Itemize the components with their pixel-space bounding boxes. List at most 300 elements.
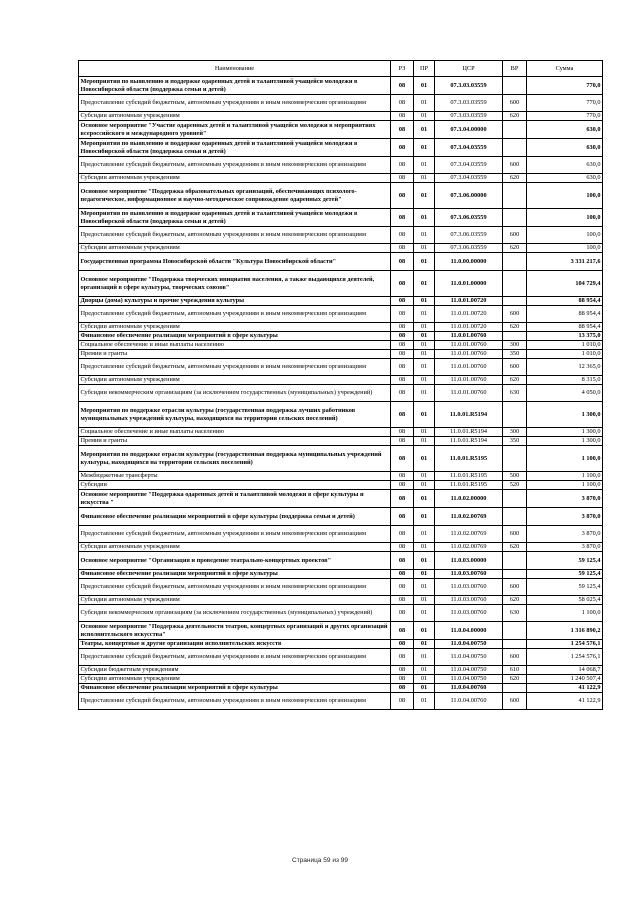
cell-vr [503,552,527,570]
cell-rz: 08 [391,481,414,490]
cell-name: Субсидии автономным учреждениям [79,244,391,253]
cell-csr: 11.0.04.00760 [435,684,503,693]
cell-vr [503,402,527,428]
cell-csr: 11.0.02.00769 [435,543,503,552]
cell-name: Финансовое обеспечение реализации мероприятий в сфере культуры [79,684,391,693]
cell-vr [503,121,527,139]
cell-pr: 01 [414,437,435,446]
cell-csr: 11.0.01.R5195 [435,481,503,490]
cell-vr: 600 [503,693,527,710]
cell-csr: 11.0.01.R5194 [435,428,503,437]
cell-rz: 08 [391,508,414,526]
cell-name: Основное мероприятие "Организация и проведение театрально-концертных проектов" [79,552,391,570]
table-row [79,323,603,332]
cell-sum: 1 254 576,1 [527,640,603,649]
table-row [79,570,603,579]
cell-name: Основное мероприятие "Участие одаренных детей и талантливой учащейся молодежи в мероприятиях всероссийского и международного уровней" [79,121,391,139]
cell-name: Предоставление субсидий бюджетным, автономным учреждениям и иным некоммерческим организациям [79,157,391,174]
cell-sum: 630,0 [527,139,603,157]
cell-pr: 01 [414,472,435,481]
cell-pr: 01 [414,508,435,526]
cell-name: Предоставление субсидий бюджетным, автономным учреждениям и иным некоммерческим организациям [79,649,391,666]
cell-vr: 500 [503,472,527,481]
cell-pr: 01 [414,209,435,227]
cell-rz: 08 [391,666,414,675]
cell-rz: 08 [391,174,414,183]
cell-csr: 11.0.03.00760 [435,605,503,622]
cell-csr: 11.0.01.00760 [435,350,503,359]
cell-name: Субсидии некоммерческим организациям (за исключением государственных (муниципальных) учреждений) [79,605,391,622]
table-row [79,306,603,323]
table-row [79,350,603,359]
header-rz: РЗ [391,61,414,77]
cell-pr: 01 [414,402,435,428]
cell-sum: 3 870,0 [527,526,603,543]
cell-rz: 08 [391,385,414,402]
cell-name: Основное мероприятие "Поддержка образовательных организаций, обеспечивающих психолого-педагогическое, информационное и научно-методическое сопровождение одаренных детей" [79,183,391,209]
cell-pr: 01 [414,139,435,157]
cell-pr: 01 [414,323,435,332]
cell-name: Основное мероприятие "Поддержка деятельности театров, концертных организаций и других организаций исполнительского искусства" [79,622,391,640]
cell-sum: 13 375,0 [527,332,603,341]
cell-sum: 1 300,0 [527,428,603,437]
cell-vr: 620 [503,675,527,684]
cell-csr: 11.0.03.00760 [435,579,503,596]
cell-rz: 08 [391,693,414,710]
cell-csr: 11.0.01.R5194 [435,437,503,446]
cell-csr: 07.3.04.03559 [435,174,503,183]
cell-pr: 01 [414,640,435,649]
cell-sum: 1 010,0 [527,341,603,350]
table-row [79,490,603,508]
cell-sum: 1 316 890,2 [527,622,603,640]
cell-rz: 08 [391,341,414,350]
cell-vr: 620 [503,323,527,332]
cell-sum: 58 025,4 [527,596,603,605]
cell-pr: 01 [414,490,435,508]
cell-rz: 08 [391,596,414,605]
cell-pr: 01 [414,481,435,490]
cell-pr: 01 [414,174,435,183]
cell-vr: 520 [503,481,527,490]
cell-sum: 1 254 576,1 [527,649,603,666]
cell-pr: 01 [414,112,435,121]
cell-rz: 08 [391,112,414,121]
table-row [79,121,603,139]
table-row [79,649,603,666]
cell-pr: 01 [414,666,435,675]
cell-pr: 01 [414,306,435,323]
cell-pr: 01 [414,253,435,271]
table-row [79,481,603,490]
cell-name: Мероприятия по поддержке отрасли культуры (государственная поддержка муниципальных учреждений культуры, находящихся на территории сельских поселений) [79,446,391,472]
cell-vr [503,622,527,640]
cell-pr: 01 [414,297,435,306]
cell-rz: 08 [391,332,414,341]
table-row [79,139,603,157]
cell-vr: 620 [503,174,527,183]
cell-sum: 1 100,0 [527,481,603,490]
cell-rz: 08 [391,253,414,271]
cell-rz: 08 [391,244,414,253]
cell-rz: 08 [391,359,414,376]
cell-rz: 08 [391,490,414,508]
cell-rz: 08 [391,157,414,174]
cell-name: Премии и гранты [79,350,391,359]
cell-pr: 01 [414,332,435,341]
cell-rz: 08 [391,570,414,579]
cell-csr: 11.0.01.00760 [435,359,503,376]
table-row [79,508,603,526]
table-row [79,157,603,174]
cell-rz: 08 [391,323,414,332]
cell-sum: 100,0 [527,244,603,253]
table-row [79,244,603,253]
cell-csr: 11.0.04.00760 [435,693,503,710]
cell-name: Предоставление субсидий бюджетным, автономным учреждениям и иным некоммерческим организациям [79,95,391,112]
table-row [79,543,603,552]
cell-pr: 01 [414,570,435,579]
cell-name: Государственная программа Новосибирской области "Культура Новосибирской области" [79,253,391,271]
cell-vr: 610 [503,666,527,675]
cell-csr: 11.0.04.00750 [435,649,503,666]
table-row [79,77,603,95]
cell-sum: 3 870,0 [527,543,603,552]
table-row [79,666,603,675]
cell-csr: 11.0.01.00720 [435,323,503,332]
cell-name: Субсидии автономным учреждениям [79,112,391,121]
cell-vr: 620 [503,596,527,605]
cell-rz: 08 [391,227,414,244]
cell-name: Субсидии автономным учреждениям [79,323,391,332]
cell-rz: 08 [391,640,414,649]
cell-name: Предоставление субсидий бюджетным, автономным учреждениям и иным некоммерческим организациям [79,693,391,710]
table-row [79,526,603,543]
table-row [79,402,603,428]
cell-csr: 11.0.01.R5194 [435,402,503,428]
cell-vr: 600 [503,95,527,112]
cell-csr: 11.0.01.R5195 [435,472,503,481]
cell-sum: 630,0 [527,174,603,183]
cell-vr: 600 [503,227,527,244]
cell-pr: 01 [414,579,435,596]
cell-sum: 88 954,4 [527,306,603,323]
cell-name: Субсидии [79,481,391,490]
cell-name: Субсидии некоммерческим организациям (за исключением государственных (муниципальных) учреждений) [79,385,391,402]
cell-vr [503,297,527,306]
cell-vr [503,183,527,209]
cell-sum: 1 010,0 [527,350,603,359]
cell-rz: 08 [391,579,414,596]
cell-name: Предоставление субсидий бюджетным, автономным учреждениям и иным некоммерческим организациям [79,359,391,376]
cell-vr: 630 [503,385,527,402]
cell-csr: 07.3.04.03559 [435,139,503,157]
cell-name: Мероприятия по выявлению и поддержке одаренных детей и талантливой учащейся молодежи в Новосибирской области (поддержка семьи и детей) [79,209,391,227]
cell-rz: 08 [391,350,414,359]
cell-rz: 08 [391,675,414,684]
cell-rz: 08 [391,95,414,112]
cell-pr: 01 [414,428,435,437]
cell-vr [503,490,527,508]
cell-csr: 11.0.03.00760 [435,570,503,579]
cell-vr [503,77,527,95]
cell-name: Основное мероприятие "Поддержка одаренных детей и талантливой молодежи в сфере культуры и искусства " [79,490,391,508]
cell-csr: 11.0.03.00000 [435,552,503,570]
cell-sum: 100,0 [527,183,603,209]
cell-vr: 300 [503,341,527,350]
cell-vr: 600 [503,649,527,666]
table-row [79,446,603,472]
table-header-row [79,61,603,77]
cell-name: Финансовое обеспечение реализации мероприятий в сфере культуры [79,570,391,579]
cell-csr: 11.0.02.00000 [435,490,503,508]
cell-sum: 100,0 [527,227,603,244]
cell-name: Финансовое обеспечение реализации мероприятий в сфере культуры (поддержка семьи и детей) [79,508,391,526]
cell-vr [503,253,527,271]
cell-vr: 620 [503,543,527,552]
cell-csr: 07.3.06.03559 [435,227,503,244]
cell-name: Предоставление субсидий бюджетным, автономным учреждениям и иным некоммерческим организациям [79,306,391,323]
cell-sum: 88 954,4 [527,323,603,332]
cell-pr: 01 [414,446,435,472]
cell-pr: 01 [414,341,435,350]
cell-vr: 600 [503,359,527,376]
cell-rz: 08 [391,428,414,437]
cell-pr: 01 [414,77,435,95]
budget-table [78,60,603,710]
cell-vr [503,508,527,526]
cell-csr: 07.3.06.03559 [435,209,503,227]
header-csr: ЦСР [435,61,503,77]
cell-rz: 08 [391,209,414,227]
cell-csr: 07.3.06.00000 [435,183,503,209]
cell-rz: 08 [391,271,414,297]
cell-vr: 600 [503,526,527,543]
cell-csr: 11.0.04.00750 [435,666,503,675]
table-row [79,376,603,385]
cell-name: Дворцы (дома) культуры и прочие учреждения культуры [79,297,391,306]
cell-csr: 07.3.03.03559 [435,95,503,112]
cell-name: Межбюджетные трансферты [79,472,391,481]
cell-name: Премии и гранты [79,437,391,446]
table-row [79,472,603,481]
table-row [79,95,603,112]
cell-sum: 8 315,0 [527,376,603,385]
table-row [79,271,603,297]
cell-pr: 01 [414,596,435,605]
table-row [79,675,603,684]
cell-csr: 07.3.03.03559 [435,77,503,95]
table-row [79,605,603,622]
cell-rz: 08 [391,649,414,666]
cell-vr: 300 [503,428,527,437]
cell-vr [503,332,527,341]
cell-rz: 08 [391,472,414,481]
cell-rz: 08 [391,437,414,446]
table-row [79,253,603,271]
cell-rz: 08 [391,402,414,428]
cell-vr: 620 [503,244,527,253]
cell-sum: 12 365,0 [527,359,603,376]
cell-rz: 08 [391,605,414,622]
cell-sum: 630,0 [527,157,603,174]
cell-sum: 1 300,0 [527,437,603,446]
cell-csr: 11.0.02.00769 [435,508,503,526]
cell-pr: 01 [414,385,435,402]
cell-name: Субсидии автономным учреждениям [79,596,391,605]
cell-csr: 11.0.01.00720 [435,297,503,306]
cell-csr: 11.0.01.R5195 [435,446,503,472]
cell-name: Социальное обеспечение и иные выплаты населению [79,341,391,350]
cell-csr: 11.0.01.00720 [435,306,503,323]
cell-vr: 630 [503,605,527,622]
cell-pr: 01 [414,244,435,253]
cell-rz: 08 [391,446,414,472]
cell-sum: 1 100,0 [527,472,603,481]
cell-pr: 01 [414,649,435,666]
cell-name: Предоставление субсидий бюджетным, автономным учреждениям и иным некоммерческим организациям [79,579,391,596]
cell-pr: 01 [414,693,435,710]
cell-name: Субсидии бюджетным учреждениям [79,666,391,675]
cell-name: Мероприятия по поддержке отрасли культуры (государственная поддержка лучших работников муниципальных учреждений культуры, находящихся на территории сельских поселений) [79,402,391,428]
cell-sum: 100,0 [527,209,603,227]
cell-pr: 01 [414,157,435,174]
header-vr: ВР [503,61,527,77]
table-row [79,596,603,605]
cell-rz: 08 [391,376,414,385]
table-row [79,437,603,446]
cell-sum: 88 954,4 [527,297,603,306]
cell-name: Субсидии автономным учреждениям [79,376,391,385]
cell-sum: 1 240 507,4 [527,675,603,684]
cell-csr: 11.0.04.00000 [435,622,503,640]
cell-name: Основное мероприятие "Поддержка творческих инициатив населения, а также выдающихся деятелей, организаций в сфере культуры, творческих союзов" [79,271,391,297]
cell-pr: 01 [414,605,435,622]
cell-sum: 4 050,0 [527,385,603,402]
cell-name: Мероприятия по выявлению и поддержке одаренных детей и талантливой учащейся молодежи в Новосибирской области (поддержка семьи и детей) [79,139,391,157]
cell-sum: 1 100,0 [527,446,603,472]
header-pr: ПР [414,61,435,77]
cell-sum: 59 125,4 [527,552,603,570]
cell-pr: 01 [414,183,435,209]
cell-csr: 11.0.01.00000 [435,271,503,297]
table-row [79,297,603,306]
cell-vr: 600 [503,579,527,596]
cell-rz: 08 [391,139,414,157]
table-row [79,174,603,183]
cell-csr: 07.3.04.03559 [435,157,503,174]
cell-vr: 600 [503,306,527,323]
cell-name: Субсидии автономным учреждениям [79,174,391,183]
cell-vr [503,139,527,157]
cell-sum: 630,0 [527,121,603,139]
header-sum: Сумма [527,61,603,77]
cell-sum: 14 068,7 [527,666,603,675]
cell-sum: 770,0 [527,77,603,95]
cell-sum: 3 870,0 [527,490,603,508]
cell-sum: 1 300,0 [527,402,603,428]
cell-sum: 41 122,9 [527,684,603,693]
cell-sum: 3 870,0 [527,508,603,526]
cell-pr: 01 [414,227,435,244]
cell-name: Субсидии автономным учреждениям [79,675,391,684]
cell-csr: 11.0.02.00769 [435,526,503,543]
cell-sum: 770,0 [527,95,603,112]
cell-pr: 01 [414,526,435,543]
cell-pr: 01 [414,359,435,376]
cell-sum: 59 125,4 [527,579,603,596]
table-row [79,693,603,710]
cell-vr [503,684,527,693]
table-row [79,428,603,437]
cell-sum: 41 122,9 [527,693,603,710]
cell-rz: 08 [391,622,414,640]
cell-vr: 620 [503,376,527,385]
cell-rz: 08 [391,297,414,306]
table-row [79,385,603,402]
cell-name: Финансовое обеспечение реализации мероприятий в сфере культуры [79,332,391,341]
cell-vr [503,446,527,472]
table-row [79,640,603,649]
cell-vr [503,640,527,649]
header-name: Наименование [79,61,391,77]
cell-csr: 07.3.04.00000 [435,121,503,139]
budget-table-sheet [78,60,602,710]
cell-pr: 01 [414,121,435,139]
cell-csr: 11.0.00.00000 [435,253,503,271]
cell-pr: 01 [414,552,435,570]
table-body [79,77,603,710]
cell-vr: 620 [503,112,527,121]
cell-vr [503,271,527,297]
cell-name: Субсидии автономным учреждениям [79,543,391,552]
table-row [79,579,603,596]
cell-name: Социальное обеспечение и иные выплаты населению [79,428,391,437]
cell-csr: 11.0.01.00760 [435,376,503,385]
table-row [79,341,603,350]
table-row [79,622,603,640]
table-row [79,209,603,227]
cell-rz: 08 [391,526,414,543]
cell-csr: 11.0.04.00750 [435,675,503,684]
cell-name: Предоставление субсидий бюджетным, автономным учреждениям и иным некоммерческим организациям [79,227,391,244]
table-row [79,684,603,693]
cell-vr: 350 [503,350,527,359]
cell-name: Мероприятия по выявлению и поддержке одаренных детей и талантливой учащейся молодежи в Новосибирской области (поддержка семьи и детей) [79,77,391,95]
cell-rz: 08 [391,543,414,552]
cell-sum: 3 331 217,6 [527,253,603,271]
cell-csr: 07.3.06.03559 [435,244,503,253]
cell-sum: 770,0 [527,112,603,121]
cell-rz: 08 [391,77,414,95]
table-row [79,552,603,570]
cell-pr: 01 [414,684,435,693]
cell-vr: 600 [503,157,527,174]
cell-sum: 104 729,4 [527,271,603,297]
page-footer [0,857,640,864]
cell-csr: 11.0.01.00760 [435,341,503,350]
cell-rz: 08 [391,552,414,570]
cell-vr [503,209,527,227]
cell-vr: 350 [503,437,527,446]
cell-pr: 01 [414,376,435,385]
cell-pr: 01 [414,675,435,684]
cell-csr: 11.0.01.00760 [435,385,503,402]
cell-pr: 01 [414,350,435,359]
cell-rz: 08 [391,121,414,139]
table-row [79,227,603,244]
table-row [79,183,603,209]
